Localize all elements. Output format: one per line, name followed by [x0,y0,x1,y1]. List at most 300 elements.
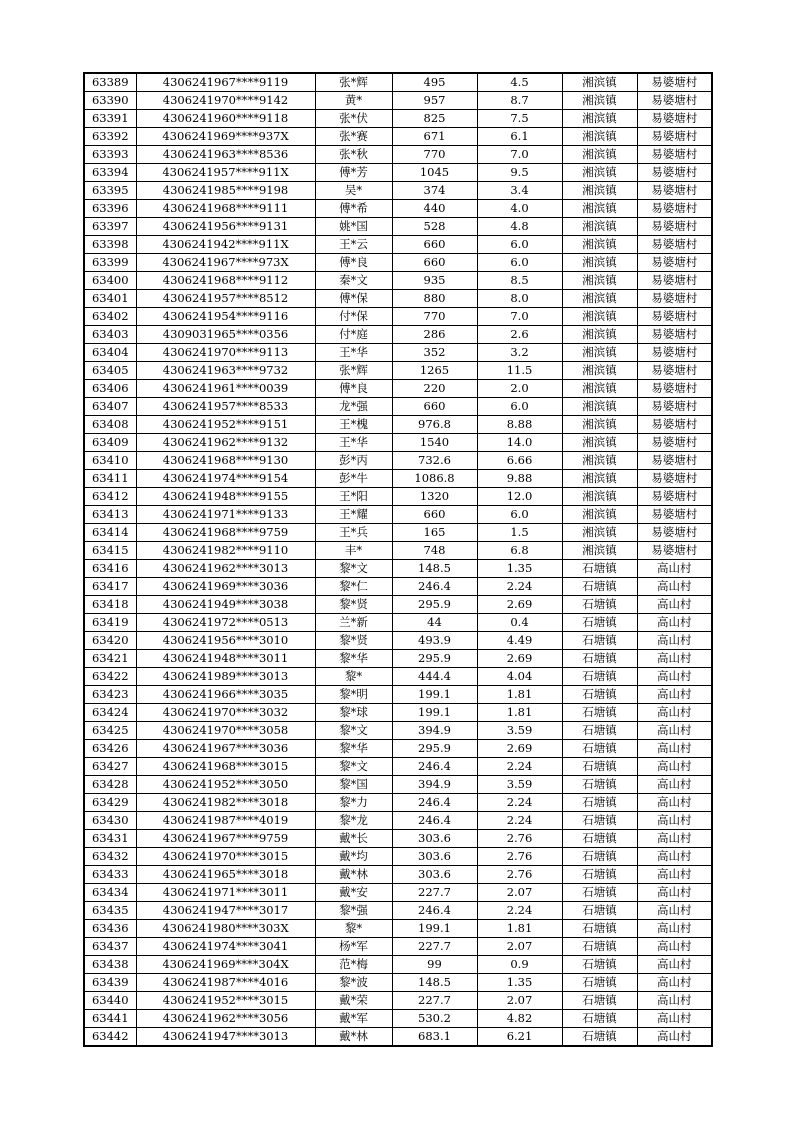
cell-village: 高山村 [637,974,712,992]
table-row [84,110,712,128]
cell-village: 高山村 [637,866,712,884]
cell-name: 黎*明 [315,686,392,704]
cell-area: 8.7 [477,92,562,110]
cell-area: 2.24 [477,758,562,776]
cell-area: 4.8 [477,218,562,236]
cell-village: 易婆塘村 [637,272,712,290]
cell-village: 易婆塘村 [637,73,712,92]
table-row [84,344,712,362]
cell-area: 6.0 [477,398,562,416]
cell-name: 戴*长 [315,830,392,848]
cell-village: 易婆塘村 [637,416,712,434]
cell-seq: 63430 [84,812,136,830]
cell-seq: 63418 [84,596,136,614]
cell-id-number: 4306241949****3038 [136,596,315,614]
cell-id-number: 4306241962****3013 [136,560,315,578]
cell-id-number: 4306241969****304X [136,956,315,974]
cell-seq: 63441 [84,1010,136,1028]
cell-village: 易婆塘村 [637,92,712,110]
cell-id-number: 4306241969****3036 [136,578,315,596]
cell-village: 易婆塘村 [637,506,712,524]
cell-id-number: 4306241968****9111 [136,200,315,218]
cell-id-number: 4306241952****9151 [136,416,315,434]
cell-seq: 63442 [84,1028,136,1047]
cell-amount: 303.6 [392,830,477,848]
cell-village: 高山村 [637,776,712,794]
cell-amount: 493.9 [392,632,477,650]
cell-id-number: 4306241948****3011 [136,650,315,668]
table-row [84,290,712,308]
cell-seq: 63428 [84,776,136,794]
cell-name: 黎*文 [315,758,392,776]
cell-area: 6.1 [477,128,562,146]
cell-amount: 220 [392,380,477,398]
cell-seq: 63439 [84,974,136,992]
cell-area: 1.81 [477,920,562,938]
cell-village: 高山村 [637,794,712,812]
cell-village: 高山村 [637,668,712,686]
table-row [84,362,712,380]
cell-seq: 63434 [84,884,136,902]
cell-area: 2.76 [477,830,562,848]
cell-name: 黎*龙 [315,812,392,830]
cell-amount: 1265 [392,362,477,380]
cell-amount: 303.6 [392,848,477,866]
table-row [84,506,712,524]
cell-amount: 246.4 [392,812,477,830]
table-row [84,812,712,830]
cell-id-number: 4306241969****937X [136,128,315,146]
cell-village: 高山村 [637,956,712,974]
cell-village: 高山村 [637,722,712,740]
cell-name: 戴*林 [315,866,392,884]
cell-village: 高山村 [637,758,712,776]
cell-amount: 295.9 [392,740,477,758]
cell-area: 3.59 [477,722,562,740]
cell-amount: 748 [392,542,477,560]
table-row [84,470,712,488]
cell-name: 傅*希 [315,200,392,218]
cell-name: 傅*芳 [315,164,392,182]
cell-town: 石塘镇 [562,614,637,632]
cell-name: 黄* [315,92,392,110]
cell-area: 4.04 [477,668,562,686]
cell-seq: 63389 [84,73,136,92]
cell-town: 湘滨镇 [562,506,637,524]
cell-amount: 1086.8 [392,470,477,488]
cell-village: 易婆塘村 [637,434,712,452]
cell-village: 易婆塘村 [637,236,712,254]
cell-name: 兰*新 [315,614,392,632]
cell-area: 2.69 [477,596,562,614]
cell-town: 石塘镇 [562,974,637,992]
cell-town: 石塘镇 [562,884,637,902]
cell-amount: 227.7 [392,992,477,1010]
cell-name: 付*庭 [315,326,392,344]
cell-id-number: 4306241982****9110 [136,542,315,560]
cell-id-number: 4306241989****3013 [136,668,315,686]
cell-town: 石塘镇 [562,830,637,848]
table-row [84,704,712,722]
cell-town: 湘滨镇 [562,73,637,92]
cell-amount: 660 [392,254,477,272]
cell-name: 王*华 [315,344,392,362]
cell-seq: 63408 [84,416,136,434]
cell-town: 湘滨镇 [562,218,637,236]
table-row [84,614,712,632]
cell-area: 6.0 [477,254,562,272]
cell-name: 黎*贤 [315,632,392,650]
cell-seq: 63399 [84,254,136,272]
cell-amount: 227.7 [392,884,477,902]
cell-name: 张*辉 [315,73,392,92]
cell-name: 黎*球 [315,704,392,722]
cell-amount: 825 [392,110,477,128]
cell-seq: 63413 [84,506,136,524]
cell-id-number: 4306241974****3041 [136,938,315,956]
cell-seq: 63435 [84,902,136,920]
cell-id-number: 4306241970****3058 [136,722,315,740]
cell-area: 7.0 [477,146,562,164]
cell-amount: 246.4 [392,902,477,920]
cell-seq: 63433 [84,866,136,884]
cell-name: 傅*良 [315,380,392,398]
table-row [84,1028,712,1047]
table-row [84,452,712,470]
cell-name: 黎*文 [315,722,392,740]
table-row [84,596,712,614]
cell-name: 付*保 [315,308,392,326]
cell-id-number: 4306241961****0039 [136,380,315,398]
cell-amount: 976.8 [392,416,477,434]
cell-seq: 63420 [84,632,136,650]
cell-town: 石塘镇 [562,704,637,722]
cell-town: 湘滨镇 [562,308,637,326]
table-body [84,73,712,1046]
cell-village: 易婆塘村 [637,290,712,308]
cell-town: 湘滨镇 [562,344,637,362]
table-row [84,164,712,182]
cell-id-number: 4306241952****3015 [136,992,315,1010]
cell-town: 石塘镇 [562,1028,637,1047]
cell-id-number: 4306241972****0513 [136,614,315,632]
cell-id-number: 4306241974****9154 [136,470,315,488]
cell-area: 2.76 [477,866,562,884]
cell-area: 2.76 [477,848,562,866]
cell-village: 高山村 [637,650,712,668]
cell-id-number: 4306241963****9732 [136,362,315,380]
cell-seq: 63401 [84,290,136,308]
cell-name: 范*梅 [315,956,392,974]
cell-area: 2.24 [477,794,562,812]
cell-area: 2.07 [477,938,562,956]
cell-seq: 63437 [84,938,136,956]
table-row [84,92,712,110]
cell-seq: 63403 [84,326,136,344]
cell-town: 湘滨镇 [562,272,637,290]
cell-amount: 732.6 [392,452,477,470]
table-row [84,974,712,992]
table-row [84,884,712,902]
cell-village: 易婆塘村 [637,326,712,344]
cell-village: 高山村 [637,1028,712,1047]
cell-seq: 63396 [84,200,136,218]
cell-town: 石塘镇 [562,722,637,740]
table-row [84,73,712,92]
cell-town: 石塘镇 [562,776,637,794]
cell-area: 1.35 [477,974,562,992]
cell-name: 彭*丙 [315,452,392,470]
cell-area: 7.0 [477,308,562,326]
cell-amount: 199.1 [392,920,477,938]
cell-area: 1.81 [477,686,562,704]
cell-area: 4.0 [477,200,562,218]
cell-amount: 227.7 [392,938,477,956]
table-row [84,992,712,1010]
cell-name: 黎* [315,668,392,686]
cell-name: 戴*林 [315,1028,392,1047]
cell-name: 黎*波 [315,974,392,992]
cell-seq: 63426 [84,740,136,758]
table-row [84,488,712,506]
cell-seq: 63411 [84,470,136,488]
cell-seq: 63405 [84,362,136,380]
cell-area: 6.0 [477,506,562,524]
table-row [84,560,712,578]
cell-amount: 286 [392,326,477,344]
cell-id-number: 4306241968****9112 [136,272,315,290]
cell-seq: 63438 [84,956,136,974]
cell-id-number: 4306241947****3017 [136,902,315,920]
cell-area: 7.5 [477,110,562,128]
cell-town: 湘滨镇 [562,146,637,164]
cell-town: 湘滨镇 [562,470,637,488]
cell-amount: 295.9 [392,650,477,668]
table-row [84,308,712,326]
cell-seq: 63409 [84,434,136,452]
cell-town: 湘滨镇 [562,488,637,506]
cell-id-number: 4309031965****0356 [136,326,315,344]
cell-village: 易婆塘村 [637,254,712,272]
cell-area: 4.49 [477,632,562,650]
cell-amount: 352 [392,344,477,362]
cell-town: 湘滨镇 [562,236,637,254]
data-table [83,72,713,1047]
cell-town: 石塘镇 [562,866,637,884]
cell-id-number: 4306241967****3036 [136,740,315,758]
cell-amount: 1320 [392,488,477,506]
cell-amount: 1540 [392,434,477,452]
table-row [84,794,712,812]
cell-seq: 63416 [84,560,136,578]
cell-town: 湘滨镇 [562,380,637,398]
cell-town: 石塘镇 [562,650,637,668]
cell-village: 易婆塘村 [637,524,712,542]
cell-seq: 63421 [84,650,136,668]
cell-id-number: 4306241965****3018 [136,866,315,884]
cell-name: 戴*荣 [315,992,392,1010]
cell-village: 易婆塘村 [637,164,712,182]
table-row [84,254,712,272]
table-row [84,740,712,758]
cell-town: 石塘镇 [562,560,637,578]
cell-village: 易婆塘村 [637,110,712,128]
cell-area: 1.5 [477,524,562,542]
cell-seq: 63422 [84,668,136,686]
cell-name: 傅*保 [315,290,392,308]
cell-name: 黎*贤 [315,596,392,614]
cell-village: 高山村 [637,686,712,704]
cell-name: 张*伏 [315,110,392,128]
cell-name: 王*槐 [315,416,392,434]
cell-id-number: 4306241956****3010 [136,632,315,650]
cell-amount: 394.9 [392,776,477,794]
cell-name: 黎* [315,920,392,938]
cell-name: 张*秋 [315,146,392,164]
table-row [84,542,712,560]
cell-amount: 683.1 [392,1028,477,1047]
table-row [84,650,712,668]
cell-area: 6.66 [477,452,562,470]
cell-id-number: 4306241957****8512 [136,290,315,308]
cell-seq: 63400 [84,272,136,290]
cell-id-number: 4306241962****3056 [136,1010,315,1028]
cell-town: 石塘镇 [562,956,637,974]
cell-id-number: 4306241970****3015 [136,848,315,866]
cell-seq: 63410 [84,452,136,470]
cell-id-number: 4306241966****3035 [136,686,315,704]
cell-seq: 63394 [84,164,136,182]
cell-village: 高山村 [637,560,712,578]
cell-seq: 63412 [84,488,136,506]
cell-id-number: 4306241970****9142 [136,92,315,110]
cell-amount: 528 [392,218,477,236]
table-row [84,272,712,290]
cell-id-number: 4306241968****3015 [136,758,315,776]
cell-area: 8.5 [477,272,562,290]
cell-name: 王*华 [315,434,392,452]
cell-id-number: 4306241980****303X [136,920,315,938]
cell-amount: 394.9 [392,722,477,740]
cell-area: 14.0 [477,434,562,452]
cell-village: 高山村 [637,884,712,902]
cell-seq: 63392 [84,128,136,146]
cell-seq: 63440 [84,992,136,1010]
cell-name: 戴*均 [315,848,392,866]
cell-id-number: 4306241971****9133 [136,506,315,524]
table-row [84,380,712,398]
cell-seq: 63417 [84,578,136,596]
cell-amount: 530.2 [392,1010,477,1028]
cell-town: 湘滨镇 [562,92,637,110]
cell-id-number: 4306241967****9119 [136,73,315,92]
cell-id-number: 4306241982****3018 [136,794,315,812]
cell-area: 2.24 [477,578,562,596]
cell-town: 石塘镇 [562,794,637,812]
cell-town: 湘滨镇 [562,398,637,416]
cell-amount: 660 [392,506,477,524]
cell-name: 黎*国 [315,776,392,794]
table-row [84,416,712,434]
cell-seq: 63407 [84,398,136,416]
cell-area: 3.2 [477,344,562,362]
cell-name: 张*辉 [315,362,392,380]
cell-village: 易婆塘村 [637,128,712,146]
cell-id-number: 4306241957****911X [136,164,315,182]
cell-area: 0.4 [477,614,562,632]
cell-town: 石塘镇 [562,596,637,614]
cell-village: 高山村 [637,614,712,632]
cell-town: 湘滨镇 [562,362,637,380]
cell-amount: 671 [392,128,477,146]
cell-id-number: 4306241954****9116 [136,308,315,326]
cell-town: 石塘镇 [562,686,637,704]
cell-village: 易婆塘村 [637,452,712,470]
cell-seq: 63404 [84,344,136,362]
cell-town: 石塘镇 [562,812,637,830]
cell-area: 3.4 [477,182,562,200]
cell-village: 高山村 [637,704,712,722]
cell-name: 姚*国 [315,218,392,236]
cell-amount: 44 [392,614,477,632]
cell-seq: 63432 [84,848,136,866]
cell-village: 易婆塘村 [637,344,712,362]
cell-area: 1.35 [477,560,562,578]
cell-village: 易婆塘村 [637,362,712,380]
cell-amount: 99 [392,956,477,974]
cell-area: 9.88 [477,470,562,488]
cell-town: 湘滨镇 [562,434,637,452]
cell-area: 6.8 [477,542,562,560]
cell-area: 4.82 [477,1010,562,1028]
cell-id-number: 4306241963****8536 [136,146,315,164]
cell-name: 王*耀 [315,506,392,524]
cell-town: 石塘镇 [562,632,637,650]
cell-amount: 246.4 [392,758,477,776]
table-row [84,326,712,344]
cell-village: 易婆塘村 [637,398,712,416]
cell-seq: 63436 [84,920,136,938]
cell-amount: 770 [392,308,477,326]
cell-name: 戴*安 [315,884,392,902]
cell-village: 高山村 [637,830,712,848]
cell-village: 易婆塘村 [637,200,712,218]
table-row [84,1010,712,1028]
cell-village: 易婆塘村 [637,182,712,200]
cell-amount: 148.5 [392,974,477,992]
cell-id-number: 4306241967****9759 [136,830,315,848]
table-row [84,938,712,956]
cell-village: 高山村 [637,920,712,938]
cell-id-number: 4306241952****3050 [136,776,315,794]
cell-area: 4.5 [477,73,562,92]
cell-seq: 63425 [84,722,136,740]
table-row [84,146,712,164]
cell-village: 易婆塘村 [637,542,712,560]
table-row [84,920,712,938]
cell-town: 石塘镇 [562,758,637,776]
table-row [84,866,712,884]
cell-village: 易婆塘村 [637,488,712,506]
cell-village: 高山村 [637,848,712,866]
cell-area: 6.21 [477,1028,562,1047]
cell-id-number: 4306241948****9155 [136,488,315,506]
cell-village: 高山村 [637,938,712,956]
cell-name: 王*兵 [315,524,392,542]
cell-town: 石塘镇 [562,740,637,758]
cell-town: 湘滨镇 [562,452,637,470]
cell-town: 湘滨镇 [562,128,637,146]
